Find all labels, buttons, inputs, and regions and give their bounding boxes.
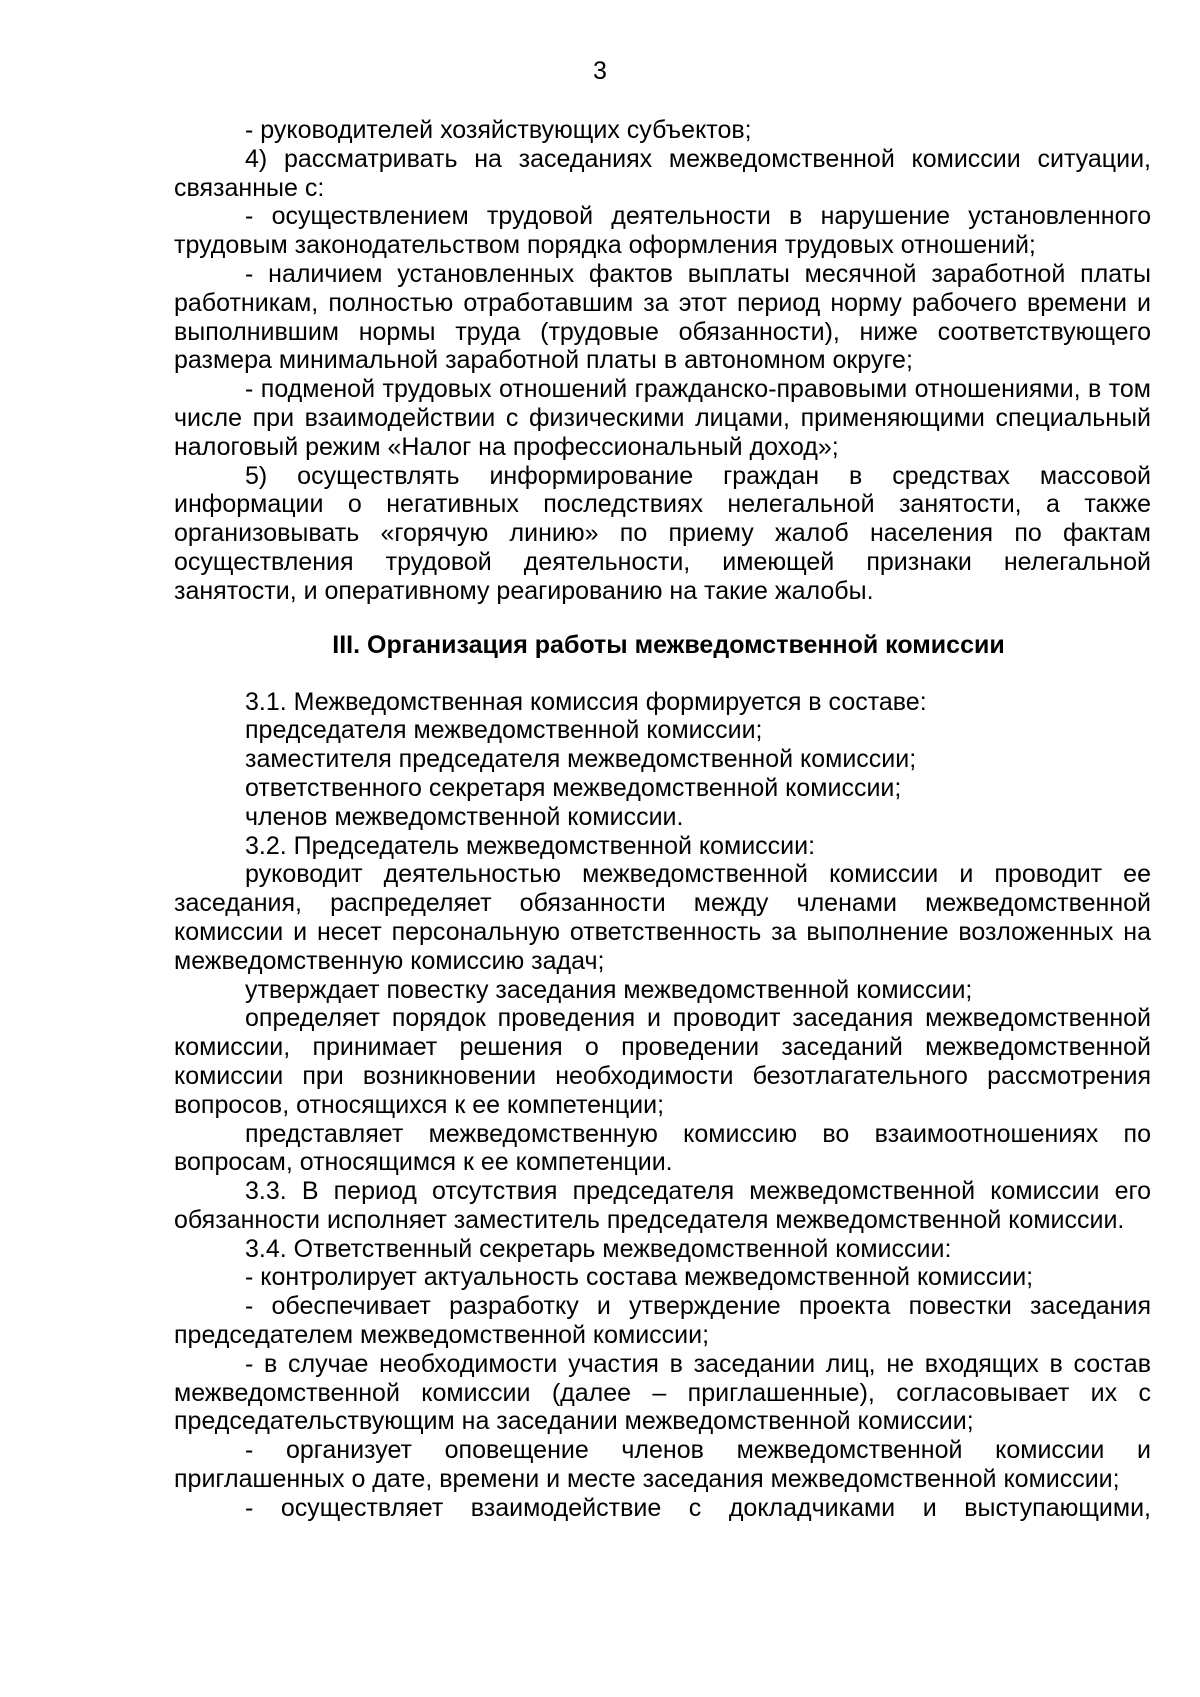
paragraph: 3.4. Ответственный секретарь межведомственной комиссии: (245, 1234, 952, 1263)
paragraph: заместителя председателя межведомственной комиссии; (245, 745, 917, 774)
paragraph: - контролирует актуальность состава межведомственной комиссии; (245, 1263, 1034, 1292)
paragraph: представляет межведомственную комиссию во взаимоотношениях по вопросам, относящимся к ее компетенции. (174, 1119, 1151, 1177)
document-body (174, 116, 1151, 1523)
paragraph: 5) осуществлять информирование граждан в средствах массовой информации о негативных последствиях нелегальной занятости, а также организовывать «горячую линию» по приему жалоб населения по фактам осуществления трудовой деятельности, имеющей признаки нелегальной занятости, и оперативному реагированию на такие жалобы. (174, 461, 1151, 605)
paragraph: - наличием установленных фактов выплаты месячной заработной платы работникам, полностью отработавшим за этот период норму рабочего времени и выполнившим нормы труда (трудовые обязанности), ниже соответствующего размера минимальной заработной платы в автономном округе; (174, 259, 1151, 375)
paragraph: 3.3. В период отсутствия председателя межведомственной комиссии его обязанности исполняет заместитель председателя межведомственной комиссии. (174, 1177, 1151, 1234)
paragraph: - организует оповещение членов межведомственной комиссии и приглашенных о дате, времени и месте заседания межведомственной комиссии; (174, 1436, 1151, 1494)
paragraph: руководит деятельностью межведомственной комиссии и проводит ее заседания, распределяет обязанности между членами межведомственной комиссии и несет персональную ответственность за выполнение возложенных на межведомственную комиссию задач; (174, 860, 1151, 975)
paragraph: - руководителей хозяйствующих субъектов; (245, 116, 752, 144)
paragraph: 3.2. Председатель межведомственной комиссии: (245, 831, 816, 860)
paragraph: - осуществлением трудовой деятельности в нарушение установленного трудовым законодательством порядка оформления трудовых отношений; (174, 202, 1151, 260)
paragraph: - подменой трудовых отношений гражданско-правовыми отношениями, в том числе при взаимодействии с физическими лицами, применяющими специальный налоговый режим «Налог на профессиональный доход»; (174, 375, 1151, 461)
paragraph: - обеспечивает разработку и утверждение проекта повестки заседания председателем межведомственной комиссии; (174, 1292, 1151, 1350)
paragraph: - в случае необходимости участия в заседании лиц, не входящих в состав межведомственной комиссии (далее – приглашенные), согласовывает их с председательствующим на заседании межведомственной комиссии; (174, 1349, 1151, 1436)
paragraph: ответственного секретаря межведомственной комиссии; (245, 773, 902, 802)
paragraph: - осуществляет взаимодействие с докладчиками и выступающими, (245, 1493, 1151, 1522)
page-number: 3 (593, 57, 607, 85)
paragraph: членов межведомственной комиссии. (245, 802, 684, 831)
paragraph: председателя межведомственной комиссии; (245, 716, 763, 745)
paragraph: утверждает повестку заседания межведомственной комиссии; (245, 975, 973, 1004)
paragraph: 3.1. Межведомственная комиссия формируется в составе: (245, 687, 927, 716)
paragraph: 4) рассматривать на заседаниях межведомственной комиссии ситуации, связанные с: (174, 144, 1151, 202)
paragraph: определяет порядок проведения и проводит заседания межведомственной комиссии, принимает решения о проведении заседаний межведомственной комиссии при возникновении необходимости безотлагательного рассмотрения вопросов, относящихся к ее компетенции; (174, 1004, 1151, 1119)
section-heading: III. Организация работы межведомственной комиссии (332, 630, 1005, 659)
